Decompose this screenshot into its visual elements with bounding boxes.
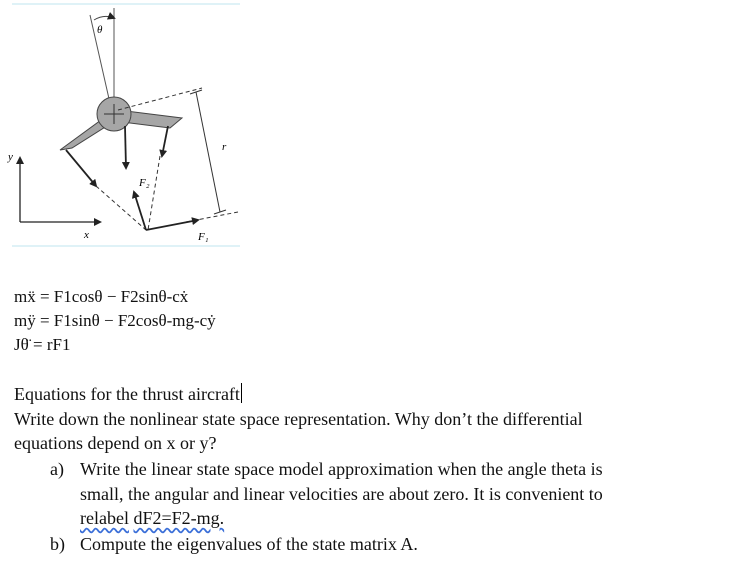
- F1-arrow: [146, 220, 198, 230]
- item-a-line-3: [80, 507, 224, 530]
- theta-arc: [94, 16, 114, 20]
- F2-label: F₂: [139, 177, 150, 189]
- item-b: [50, 533, 418, 556]
- gravity-arrow: [125, 126, 126, 168]
- item-a-line-2: small, the angular and linear velocities are about zero. It is convenient to: [80, 484, 603, 504]
- equation-theta: Jθ̈ = rF1: [14, 335, 71, 354]
- dashed-upper: [118, 88, 202, 110]
- relabel-expression: dF2=F2-mg.: [133, 508, 225, 528]
- equation-y: mÿ = F1sinθ − F2cosθ-mg-cẏ: [14, 311, 216, 330]
- relabel-word: relabel: [80, 508, 129, 528]
- item-b-text: Compute the eigenvalues of the state matrix A.: [80, 534, 418, 554]
- equation-x: mẍ = F1cosθ − F2sinθ-cẋ: [14, 287, 189, 306]
- question-line-1: Write down the nonlinear state space representation. Why don’t the differential: [14, 409, 583, 429]
- text-cursor: [241, 383, 242, 403]
- item-a: [50, 458, 603, 481]
- theta-label: θ: [97, 24, 103, 36]
- x-label: x: [84, 229, 89, 241]
- left-thrust-arrow: [66, 150, 96, 186]
- F1-label: F₁: [198, 231, 209, 243]
- y-label: y: [8, 151, 13, 163]
- r-label: r: [222, 141, 227, 153]
- right-thrust-arrow: [162, 126, 168, 156]
- dashed-F2-line: [148, 156, 160, 230]
- item-a-label: a): [50, 459, 64, 479]
- item-a-line-1: Write the linear state space model approximation when the angle theta is: [80, 459, 603, 479]
- question-title[interactable]: Equations for the thrust aircraft: [14, 384, 240, 404]
- r-dimension-line: [196, 92, 220, 212]
- question-line-2: equations depend on x or y?: [14, 433, 217, 453]
- item-b-label: b): [50, 534, 65, 554]
- thrust-aircraft-diagram: [0, 0, 260, 260]
